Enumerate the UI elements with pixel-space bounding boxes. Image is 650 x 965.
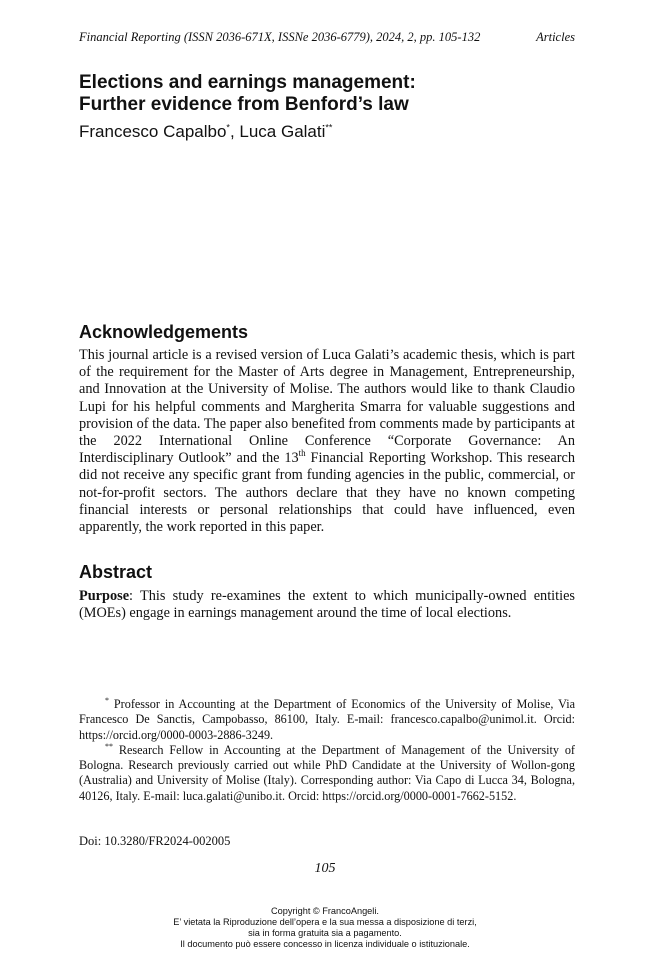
page-number: 105 <box>314 861 336 876</box>
acknowledgements-text-cont: Financial Reporting Workshop. This research did not receive any specific grant from funding agencies in the public, commercial, or not-for-profit sectors. The authors declare that they have no known competing financial interests or personal relationships that could have influenced, even apparently, the work reported in this paper. <box>79 450 575 536</box>
copyright-notice <box>0 906 650 950</box>
ordinal-suffix: th <box>298 448 306 459</box>
title-line-2: Further evidence from Benford’s law <box>79 94 409 115</box>
section-label: Articles <box>536 30 575 44</box>
doi: Doi: 10.3280/FR2024-002005 <box>79 834 231 848</box>
article-title <box>79 72 579 116</box>
journal-citation: Financial Reporting (ISSN 2036-671X, ISSNe 2036-6779), 2024, 2, pp. 105-132 <box>79 30 481 44</box>
footnotes <box>79 697 575 804</box>
running-head <box>79 30 575 45</box>
author-list <box>79 122 579 142</box>
footnote <box>79 743 575 804</box>
abstract-paragraph <box>79 588 575 622</box>
footnote-text: Professor in Accounting at the Department of Economics of the University of Molise, Via Francesco De Sanctis, Campobasso, 86100, Italy. E-mail: francesco.capalbo@unimol.it. Orcid: https://orcid.org/0000-0003-2886-3249. <box>79 697 575 742</box>
author-name: Francesco Capalbo <box>79 122 227 141</box>
purpose-text: : This study re-examines the extent to which municipally-owned entities (MOEs) engage in earnings management around the time of local elections. <box>79 588 575 622</box>
title-line-1: Elections and earnings management: <box>79 72 416 93</box>
acknowledgements-paragraph <box>79 347 575 536</box>
acknowledgements-text: This journal article is a revised version of Luca Galati’s academic thesis, which is part of the requirement for the Master of Arts degree in Management, Entrepreneurship, and Innovation at the University of Molise. The authors would like to thank Claudio Lupi for his helpful comments and Margherita Smarra for valuable suggestions and provision of the data. The paper also benefited from comments made by participants at the 2022 International Online Conference “Corporate Governance: An Interdisciplinary Outlook” and the 13 <box>79 347 575 467</box>
copyright-line: Copyright © FrancoAngeli. <box>271 906 379 916</box>
copyright-line: E’ vietata la Riproduzione dell’opera e la sua messa a disposizione di terzi, <box>173 917 477 927</box>
acknowledgements-heading: Acknowledgements <box>79 322 249 342</box>
author-separator: , <box>229 122 240 141</box>
copyright-line: sia in forma gratuita sia a pagamento. <box>248 928 402 938</box>
footnote-text: Research Fellow in Accounting at the Department of Management of the University of Bologna. Research previously carried out while PhD Candidate at the University of Wollon-gong (Australia) and University of Molise (Italy). Corresponding author: Via Capo di Lucca 34, Bologna, 40126, Italy. E-mail: luca.galati@unibo.it. Orcid: https://orcid.org/0000-0001-7662-5152. <box>79 742 575 803</box>
purpose-label: Purpose <box>79 588 130 604</box>
copyright-line: Il documento può essere concesso in licenza individuale o istituzionale. <box>180 939 470 949</box>
footnote-mark: ** <box>105 741 113 751</box>
footnote <box>79 697 575 743</box>
footnote-mark: * <box>105 695 109 705</box>
abstract-heading: Abstract <box>79 562 153 582</box>
author-footnote-mark: * <box>226 122 230 133</box>
author-name: Luca Galati <box>239 122 326 141</box>
author-footnote-mark: ** <box>325 122 333 133</box>
